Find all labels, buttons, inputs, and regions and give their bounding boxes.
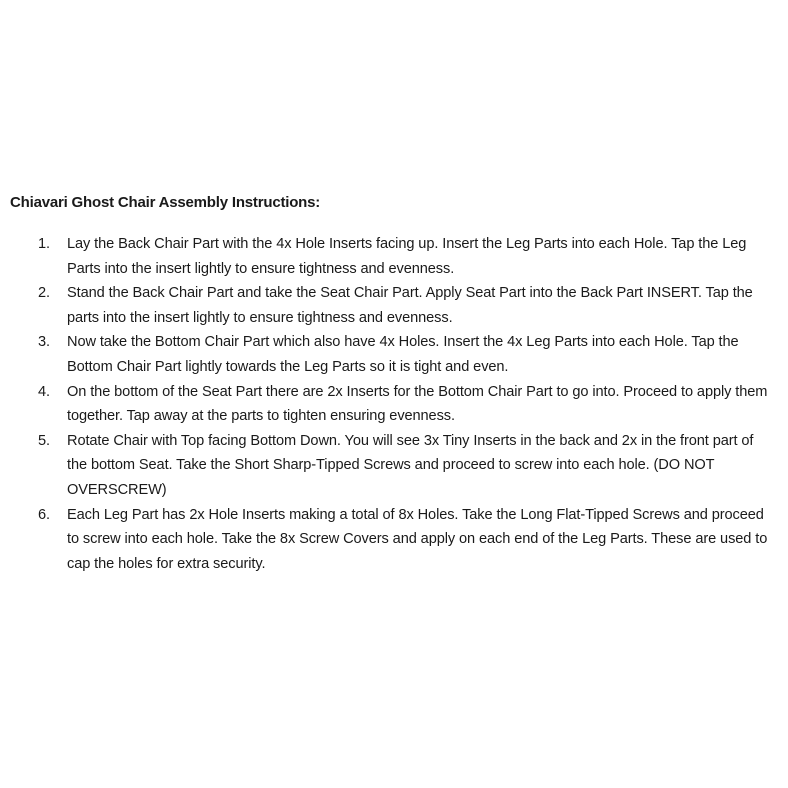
step-number: 3. [38, 334, 50, 351]
list-item [38, 330, 768, 379]
step-number: 6. [38, 506, 50, 523]
step-text: Each Leg Part has 2x Hole Inserts making a total of 8x Holes. Take the Long Flat-Tipped Screws and proceed to screw into each hole. Take the 8x Screw Covers and apply on each end of the Leg Parts. These are used to cap the holes for extra security. [67, 506, 768, 572]
list-item [38, 281, 768, 330]
step-text: Rotate Chair with Top facing Bottom Down. You will see 3x Tiny Inserts in the back and 2x in the front part of the bottom Seat. Take the Short Sharp-Tipped Screws and proceed to screw into each hole. (DO NOT OVERSCREW) [67, 432, 754, 498]
step-text: Now take the Bottom Chair Part which also have 4x Holes. Insert the 4x Leg Parts into each Hole. Tap the Bottom Chair Part lightly towards the Leg Parts so it is tight and even. [67, 334, 739, 375]
step-text: Stand the Back Chair Part and take the Seat Chair Part. Apply Seat Part into the Back Part INSERT. Tap the parts into the insert lightly to ensure tightness and evenness. [67, 285, 753, 326]
step-number: 1. [38, 236, 50, 252]
list-item [38, 503, 768, 577]
step-text: On the bottom of the Seat Part there are 2x Inserts for the Bottom Chair Part to go into. Proceed to apply them together. Tap away at the parts to tighten ensuring evenness. [67, 383, 768, 425]
list-item [38, 429, 768, 503]
step-text: Lay the Back Chair Part with the 4x Hole Inserts facing up. Insert the Leg Parts into each Hole. Tap the Leg Parts into the insert lightly to ensure tightness and evenness. [67, 236, 747, 277]
list-item [38, 380, 768, 429]
instruction-list [38, 232, 768, 576]
step-number: 2. [38, 285, 50, 302]
step-number: 5. [38, 432, 50, 449]
step-number: 4. [38, 383, 50, 400]
document-title: Chiavari Ghost Chair Assembly Instructions: [10, 194, 321, 211]
list-item [38, 232, 768, 281]
